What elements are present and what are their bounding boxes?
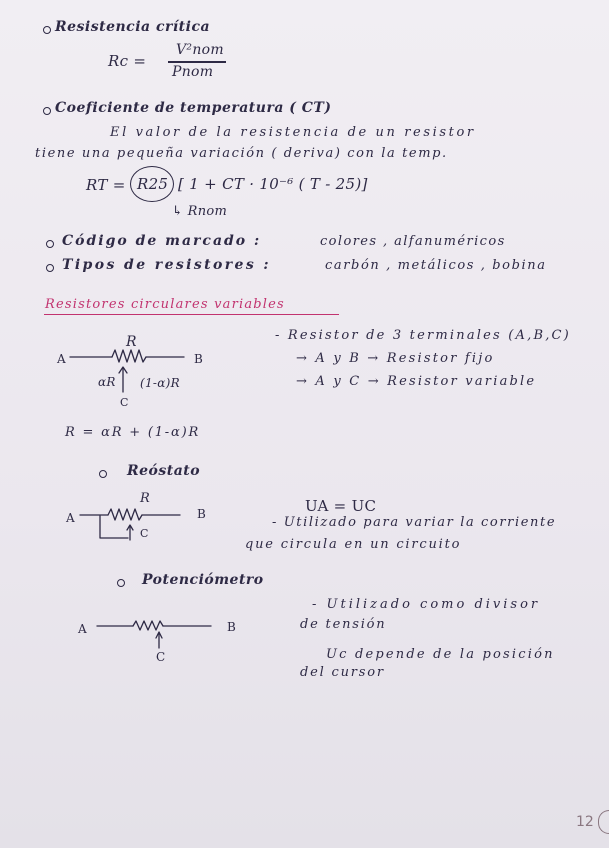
diagram1-resistor — [112, 350, 146, 362]
rc-numerator: V²nom — [176, 42, 224, 58]
ct-text-line1: El valor de la resistencia de un resistor — [110, 125, 476, 140]
potenciometro-note-line3: Uc depende de la posición — [326, 647, 555, 662]
potenciometro-note-line4: del cursor — [300, 665, 385, 680]
heading-coeficiente-temperatura: Coeficiente de temperatura ( CT) — [55, 100, 332, 116]
diagram2-resistor — [108, 509, 142, 520]
note-3-terminales: - Resistor de 3 terminales (A,B,C) — [275, 328, 571, 343]
diagram2-label-a: A — [66, 511, 75, 525]
rc-lhs: Rc = — [108, 52, 147, 70]
diagram3-label-a: A — [78, 622, 87, 636]
page-number: 12 — [576, 814, 594, 830]
diagram3-label-c: C — [156, 650, 166, 664]
ct-text-line2: tiene una pequeña variación ( deriva) con la temp. — [35, 146, 448, 161]
tipos-label: Tipos de resistores : — [62, 257, 271, 273]
diagram1-label-r: R — [126, 334, 137, 350]
tipos-value: carbón , metálicos , bobina — [325, 258, 547, 273]
note-a-c-variable: → A y C → Resistor variable — [296, 374, 537, 389]
reostato-note-line1: - Utilizado para variar la corriente — [272, 515, 557, 530]
rt-formula-r25: R25 — [137, 175, 169, 193]
divider-equation: R = αR + (1-α)R — [65, 425, 201, 440]
diagram1-label-b: B — [194, 352, 204, 366]
diagram2-label-r: R — [140, 491, 151, 506]
rc-denominator: Pnom — [172, 64, 214, 80]
codigo-label: Código de marcado : — [62, 233, 262, 249]
diagram1-label-a: A — [57, 352, 66, 366]
diagram3-resistor — [133, 621, 163, 630]
rt-formula-note: ↳ Rnom — [172, 204, 228, 219]
codigo-value: colores , alfanuméricos — [320, 234, 506, 249]
diagram2-label-b: B — [197, 507, 207, 521]
heading-potenciometro: Potenciómetro — [142, 572, 264, 588]
diagram3-label-b: B — [227, 620, 237, 634]
reostato-note-line2: que circula en un circuito — [245, 537, 462, 552]
diagram1-label-one-minus-alpha: (1-α)R — [140, 376, 180, 390]
rt-formula-lhs: RT = — [86, 176, 126, 194]
potenciometro-note-line1: - Utilizado como divisor — [312, 597, 541, 612]
section-title-resistores-variables: Resistores circulares variables — [45, 297, 285, 312]
reostato-equation: UA = UC — [305, 497, 377, 515]
diagram2-label-c: C — [140, 527, 149, 540]
note-a-b-fijo: → A y B → Resistor fijo — [296, 351, 495, 366]
diagram1-label-alpha-r: αR — [98, 375, 116, 389]
potenciometro-note-line2: de tensión — [300, 617, 387, 632]
rt-formula-rest: [ 1 + CT · 10⁻⁶ ( T - 25)] — [178, 175, 368, 193]
diagram1-label-c: C — [120, 396, 129, 409]
heading-reostato: Reóstato — [127, 463, 201, 479]
heading-resistencia-critica: Resistencia crítica — [55, 19, 211, 35]
